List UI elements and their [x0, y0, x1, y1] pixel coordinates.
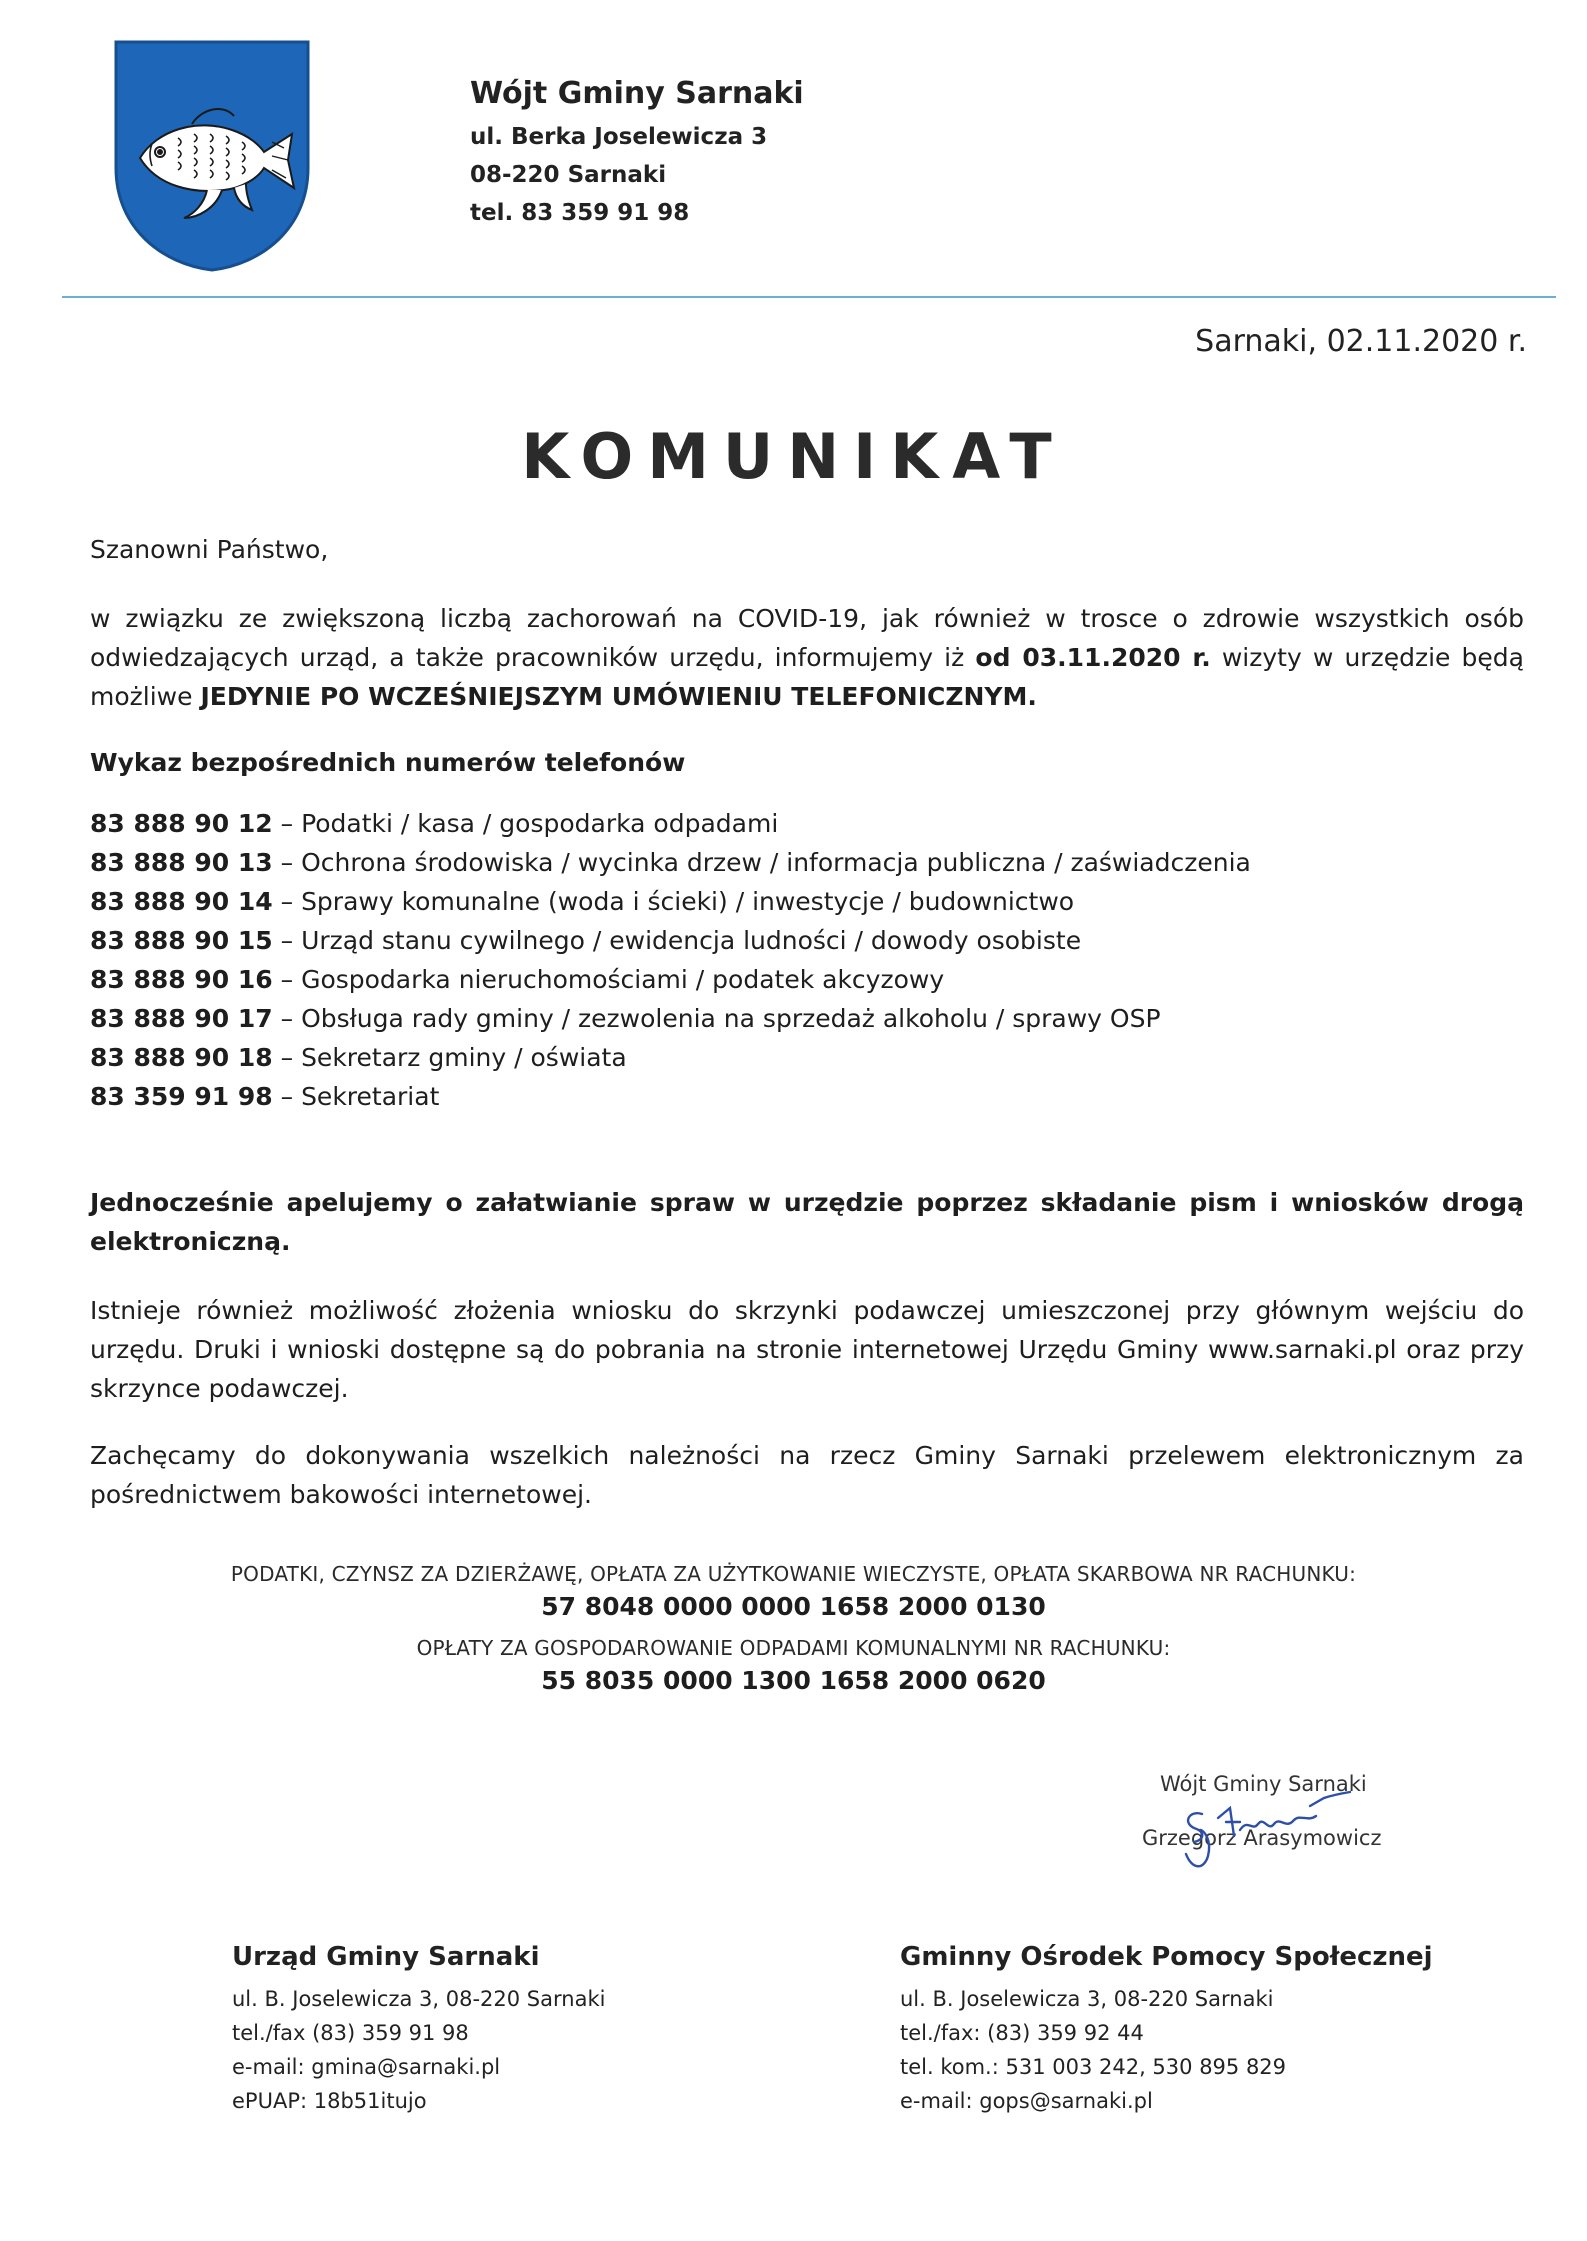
issuer-address-city: 08-220 Sarnaki [470, 162, 667, 188]
intro-text-1: w związku ze zwiększoną liczbą zachorowań na COVID-19, jak również w trosce o zdrowie wszystkich osób odwiedzających urząd, a także pracowników urzędu, informujemy iż [90, 604, 1524, 672]
phone-number: 83 888 90 13 [90, 848, 273, 877]
intro-effective-date: od 03.11.2020 r. [975, 643, 1211, 672]
phone-row [90, 960, 1251, 999]
greeting: Szanowni Państwo, [90, 535, 329, 564]
intro-paragraph [90, 599, 1524, 716]
phone-row [90, 882, 1251, 921]
footer-office-contact [232, 1982, 605, 2118]
phone-desc: – Sprawy komunalne (woda i ścieki) / inwestycje / budownictwo [272, 887, 1075, 916]
issuer-phone: tel. 83 359 91 98 [470, 200, 690, 226]
footer-gops-address: ul. B. Joselewicza 3, 08-220 Sarnaki [900, 1987, 1274, 2011]
phones-heading: Wykaz bezpośrednich numerów telefonów [90, 748, 686, 777]
phone-number: 83 888 90 12 [90, 809, 273, 838]
phone-desc: – Ochrona środowiska / wycinka drzew / informacja publiczna / zaświadczenia [272, 848, 1251, 877]
phone-row [90, 1077, 1251, 1116]
footer-office-heading: Urząd Gminy Sarnaki [232, 1942, 540, 1972]
phone-number: 83 888 90 14 [90, 887, 273, 916]
phone-desc: – Sekretarz gminy / oświata [272, 1043, 627, 1072]
phone-row [90, 804, 1251, 843]
fish-crest-icon [112, 38, 312, 274]
signature-title: Wójt Gminy Sarnaki [1160, 1772, 1367, 1796]
phone-desc: – Urząd stanu cywilnego / ewidencja ludności / dowody osobiste [272, 926, 1082, 955]
intro-emphasis: JEDYNIE PO WCZEŚNIEJSZYM UMÓWIENIU TELEFONICZNYM. [200, 682, 1037, 711]
phone-desc: – Podatki / kasa / gospodarka odpadami [272, 809, 779, 838]
phone-desc: – Obsługa rady gminy / zezwolenia na sprzedaż alkoholu / sprawy OSP [272, 1004, 1161, 1033]
signature-name: Grzegorz Arasymowicz [1142, 1826, 1382, 1850]
payments-paragraph: Zachęcamy do dokonywania wszelkich należności na rzecz Gminy Sarnaki przelewem elektronicznym za pośrednictwem bakowości internetowej. [90, 1441, 1524, 1509]
phone-desc: – Gospodarka nieruchomościami / podatek akcyzowy [272, 965, 945, 994]
phone-number: 83 888 90 15 [90, 926, 273, 955]
footer-gops-contact [900, 1982, 1286, 2118]
intro-text-2: wizyty w urzędzie będą możliwe [90, 643, 1524, 711]
account-caption-waste: OPŁATY ZA GOSPODAROWANIE ODPADAMI KOMUNALNYMI NR RACHUNKU: [416, 1636, 1171, 1660]
issuer-address-street: ul. Berka Joselewicza 3 [470, 124, 768, 150]
phone-number: 83 888 90 16 [90, 965, 273, 994]
phone-row [90, 843, 1251, 882]
footer-office-email: e-mail: gmina@sarnaki.pl [232, 2055, 501, 2079]
phone-row [90, 921, 1251, 960]
footer-office-address: ul. B. Joselewicza 3, 08-220 Sarnaki [232, 1987, 606, 2011]
footer-office-epuap: ePUAP: 18b51itujo [232, 2089, 427, 2113]
phone-number: 83 888 90 17 [90, 1004, 273, 1033]
phone-number: 83 888 90 18 [90, 1043, 273, 1072]
footer-office-phone: tel./fax (83) 359 91 98 [232, 2021, 469, 2045]
footer-gops-email: e-mail: gops@sarnaki.pl [900, 2089, 1153, 2113]
header-divider [62, 296, 1556, 298]
phone-row [90, 1038, 1251, 1077]
document-title: KOMUNIKAT [521, 420, 1066, 493]
issuer-name: Wójt Gminy Sarnaki [470, 76, 804, 111]
footer-gops-mobile: tel. kom.: 531 003 242, 530 895 829 [900, 2055, 1287, 2079]
phones-list [90, 804, 1251, 1116]
mailbox-paragraph: Istnieje również możliwość złożenia wniosku do skrzynki podawczej umieszczonej przy głównym wejściu do urzędu. Druki i wnioski dostępne są do pobrania na stronie internetowej Urzędu Gminy www.sarnaki.pl oraz przy skrzynce podawczej. [90, 1296, 1524, 1403]
account-number-waste: 55 8035 0000 1300 1658 2000 0620 [541, 1666, 1046, 1695]
account-number-taxes: 57 8048 0000 0000 1658 2000 0130 [541, 1592, 1046, 1621]
footer-gops-phone: tel./fax: (83) 359 92 44 [900, 2021, 1144, 2045]
phone-row [90, 999, 1251, 1038]
appeal-paragraph: Jednocześnie apelujemy o załatwianie spraw w urzędzie poprzez składanie pism i wniosków drogą elektroniczną. [90, 1188, 1524, 1256]
document-date: Sarnaki, 02.11.2020 r. [1195, 324, 1527, 359]
phone-number: 83 359 91 98 [90, 1082, 273, 1111]
footer-gops-heading: Gminny Ośrodek Pomocy Społecznej [900, 1942, 1433, 1972]
handwritten-signature [1160, 1770, 1400, 1880]
phone-desc: – Sekretariat [272, 1082, 440, 1111]
account-caption-taxes: PODATKI, CZYNSZ ZA DZIERŻAWĘ, OPŁATA ZA UŻYTKOWANIE WIECZYSTE, OPŁATA SKARBOWA NR RACHUNKU: [230, 1562, 1357, 1586]
